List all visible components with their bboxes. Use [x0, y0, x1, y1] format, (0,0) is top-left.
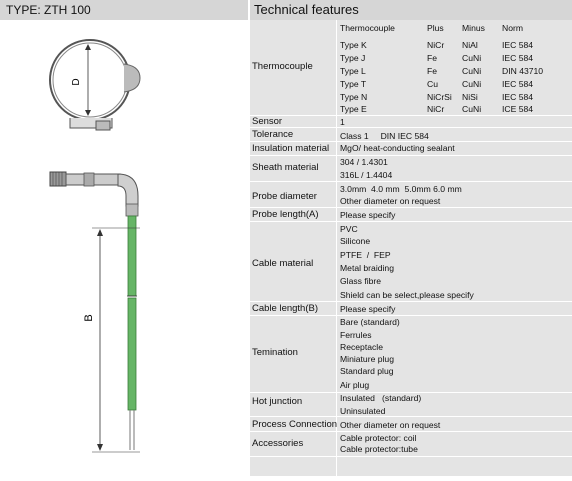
tc-minus: NiAl: [462, 40, 478, 50]
hot-junction-label: Hot junction: [252, 396, 303, 407]
cable-material-value: Silicone: [340, 236, 371, 246]
row-divider: [250, 301, 572, 302]
clamp-screw: [96, 121, 110, 130]
row-divider: [250, 127, 572, 128]
dimension-b-arrow-top: [97, 229, 103, 236]
tc-header-norm: Norm: [502, 23, 524, 33]
row-divider: [250, 315, 572, 316]
cable-material-value: PTFE / FEP: [340, 250, 391, 260]
sensor-value: 1: [340, 117, 345, 127]
tc-plus: NiCr: [427, 104, 445, 114]
accessories-value: Cable protector: coil: [340, 433, 417, 443]
tc-norm: IEC 584: [502, 40, 534, 50]
product-drawing-panel: [0, 20, 248, 476]
row-divider: [250, 416, 572, 417]
accessories-label: Accessories: [252, 438, 304, 449]
sensor-label: Sensor: [252, 116, 283, 127]
cable-material-value: Shield can be select,please specify: [340, 290, 474, 300]
cable-length-value: Please specify: [340, 304, 396, 314]
tolerance-value: Class 1 DIN IEC 584: [340, 131, 429, 141]
tc-type: Type E: [340, 104, 367, 114]
cable-material-value: Metal braiding: [340, 263, 394, 273]
row-divider: [250, 207, 572, 208]
cable-material-label: Cable material: [252, 258, 314, 269]
cable-lower: [128, 298, 136, 410]
tc-type: Type T: [340, 79, 367, 89]
termination-label: Temination: [252, 347, 298, 358]
accessories-value: Cable protector:tube: [340, 444, 418, 454]
tc-minus: CuNi: [462, 66, 482, 76]
sheath-value: 304 / 1.4301: [340, 157, 388, 167]
tc-plus: NiCr: [427, 40, 445, 50]
tc-minus: CuNi: [462, 104, 482, 114]
termination-value: Miniature plug: [340, 354, 394, 364]
thread-end: [50, 172, 66, 186]
row-divider: [250, 181, 572, 182]
tc-norm: IEC 584: [502, 53, 534, 63]
tc-type: Type K: [340, 40, 367, 50]
spec-label-column: [250, 20, 336, 476]
cable-material-value: Glass fibre: [340, 276, 382, 286]
dimension-b-arrow-bottom: [97, 444, 103, 451]
termination-value: Bare (standard): [340, 317, 400, 327]
tc-minus: NiSi: [462, 92, 478, 102]
clamp-tab: [124, 64, 140, 92]
tc-type: Type N: [340, 92, 368, 102]
insulation-label: Insulation material: [252, 143, 330, 154]
tc-header-minus: Minus: [462, 23, 485, 33]
tc-type: Type L: [340, 66, 366, 76]
row-divider: [250, 115, 572, 116]
sleeve-band: [84, 173, 94, 186]
termination-value: Air plug: [340, 380, 370, 390]
tc-plus: Fe: [427, 66, 438, 76]
termination-value: Receptacle: [340, 342, 383, 352]
tc-norm: IEC 584: [502, 92, 534, 102]
row-divider: [250, 221, 572, 222]
thermocouple-label: Thermocouple: [252, 61, 313, 72]
sheath-label: Sheath material: [252, 162, 319, 173]
tc-header-plus: Plus: [427, 23, 444, 33]
cable-length-label: Cable length(B): [252, 303, 319, 314]
process-connection-value: Other diameter on request: [340, 420, 441, 430]
row-divider: [250, 456, 572, 457]
tc-type: Type J: [340, 53, 366, 63]
probe-diameter-value: Other diameter on request: [340, 196, 441, 206]
tolerance-label: Tolerance: [252, 129, 294, 140]
tc-norm: ICE 584: [502, 104, 534, 114]
cable-material-value: PVC: [340, 224, 358, 234]
tc-minus: CuNi: [462, 79, 482, 89]
dimension-d-arrow-bottom: [85, 110, 91, 116]
tc-plus: NiCrSi: [427, 92, 452, 102]
product-type-title: TYPE: ZTH 100: [0, 0, 248, 20]
thermocouple-drawing: [0, 20, 248, 476]
probe-diameter-label: Probe diameter: [252, 191, 317, 202]
elbow-collar: [126, 204, 138, 216]
probe-length-label: Probe length(A): [252, 209, 319, 220]
dimension-d-label: D: [71, 78, 82, 86]
tc-norm: IEC 584: [502, 79, 534, 89]
dimension-b-label: B: [83, 314, 95, 322]
row-divider: [250, 155, 572, 156]
bend-elbow: [118, 174, 138, 206]
insulation-value: MgO/ heat-conducting sealant: [340, 143, 455, 153]
tc-plus: Fe: [427, 53, 438, 63]
tc-header-thermocouple: Thermocouple: [340, 23, 395, 33]
row-divider: [250, 431, 572, 432]
hot-junction-value: Uninsulated: [340, 406, 386, 416]
tc-minus: CuNi: [462, 53, 482, 63]
dimension-d-arrow-top: [85, 44, 91, 50]
row-divider: [250, 141, 572, 142]
tc-plus: Cu: [427, 79, 438, 89]
probe-length-value: Please specify: [340, 210, 396, 220]
hot-junction-value: Insulated (standard): [340, 393, 422, 403]
clamp-ring-inner: [53, 43, 127, 117]
clamp-ring: [50, 40, 130, 120]
probe-diameter-value: 3.0mm 4.0 mm 5.0mm 6.0 mm: [340, 184, 462, 194]
technical-features-title: Technical features: [250, 0, 572, 20]
process-connection-label: Process Connection: [252, 419, 338, 430]
tc-norm: DIN 43710: [502, 66, 544, 76]
sheath-value: 316L / 1.4404: [340, 170, 393, 180]
termination-value: Standard plug: [340, 366, 394, 376]
termination-value: Ferrules: [340, 330, 372, 340]
